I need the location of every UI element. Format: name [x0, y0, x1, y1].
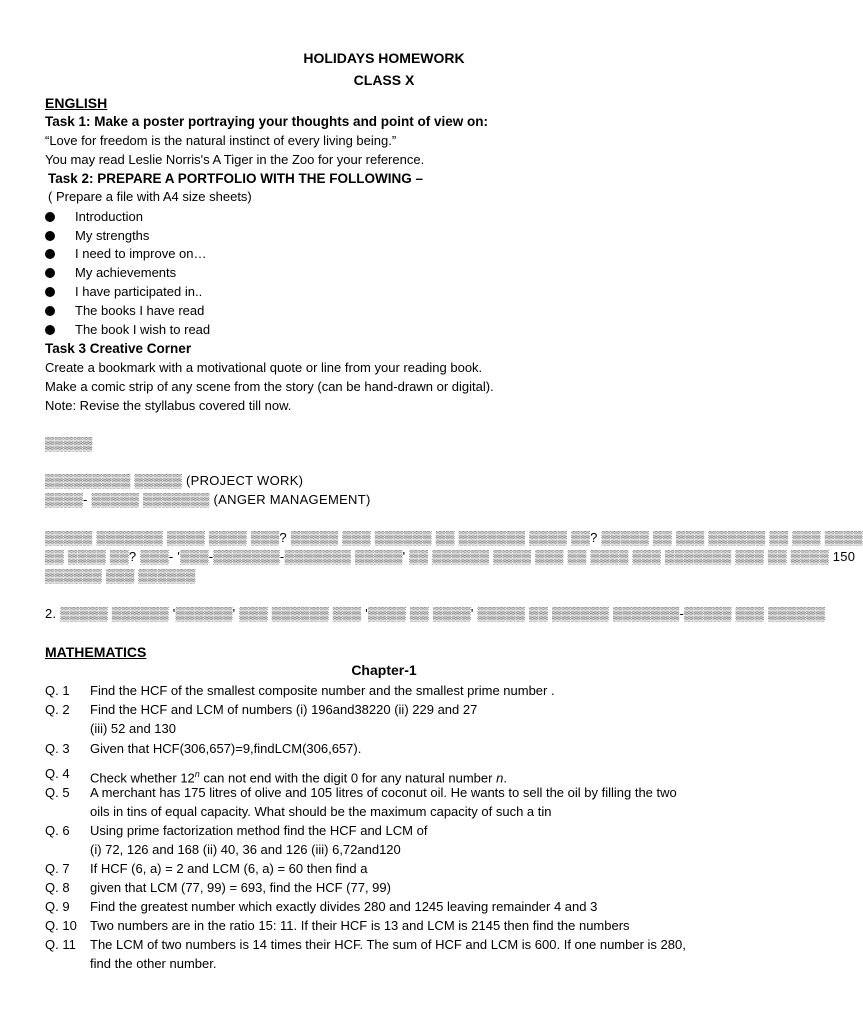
- bullet-icon: [45, 231, 55, 241]
- hindi-project-work: ▒▒▒▒▒▒▒▒▒ ▒▒▒▒▒ (PROJECT WORK): [45, 473, 304, 488]
- maths-heading: MATHEMATICS: [45, 644, 147, 660]
- question-text: Find the HCF of the smallest composite number and the smallest prime number .: [90, 683, 555, 698]
- hindi-paragraph-line: ▒▒ ▒▒▒▒ ▒▒? ▒▒▒- '▒▒▒-▒▒▒▒▒▒▒-▒▒▒▒▒▒▒ ▒▒▒▒▒' ▒▒ ▒▒▒▒▒▒ ▒▒▒▒ ▒▒▒ ▒▒ ▒▒▒▒ ▒▒▒ ▒▒▒▒▒▒▒ ▒▒▒ ▒▒ ▒▒▒▒ 150: [45, 549, 856, 564]
- task1-heading: Task 1: Make a poster portraying your thoughts and point of view on:: [45, 114, 489, 129]
- class-label: CLASS X: [353, 72, 415, 88]
- bullet-icon: [45, 325, 55, 335]
- list-item: My achievements: [75, 265, 177, 280]
- question-number: Q. 3: [45, 741, 70, 756]
- question-number: Q. 7: [45, 861, 70, 876]
- question-text-part: Check whether 12: [90, 770, 195, 786]
- bullet-icon: [45, 306, 55, 316]
- list-item: The books I have read: [75, 303, 205, 318]
- hindi-paragraph-line: ▒▒▒▒▒ ▒▒▒▒▒▒▒ ▒▒▒▒ ▒▒▒▒ ▒▒▒? ▒▒▒▒▒ ▒▒▒ ▒▒▒▒▒▒ ▒▒ ▒▒▒▒▒▒▒ ▒▒▒▒ ▒▒? ▒▒▒▒▒ ▒▒ ▒▒▒ ▒▒▒▒▒▒ ▒▒ ▒▒▒ ▒▒▒▒: [45, 530, 863, 545]
- task1-quote: “Love for freedom is the natural instinct of every living being.”: [45, 133, 397, 148]
- question-text: (i) 72, 126 and 168 (ii) 40, 36 and 126 (iii) 6,72and120: [90, 842, 401, 857]
- english-heading: ENGLISH: [45, 95, 108, 111]
- list-item: The book I wish to read: [75, 322, 211, 337]
- task3-heading: Task 3 Creative Corner: [45, 341, 192, 356]
- question-text: Given that HCF(306,657)=9,findLCM(306,657).: [90, 741, 362, 756]
- task2-heading: Task 2: PREPARE A PORTFOLIO WITH THE FOLLOWING –: [48, 171, 424, 186]
- question-text: Two numbers are in the ratio 15: 11. If their HCF is 13 and LCM is 2145 then find the numbers: [90, 918, 630, 933]
- question-number: Q. 6: [45, 823, 70, 838]
- question-number: Q. 5: [45, 785, 70, 800]
- question-text-part: .: [503, 770, 507, 786]
- question-number: Q. 10: [45, 918, 77, 933]
- chapter-title: Chapter-1: [351, 662, 417, 678]
- question-text: find the other number.: [90, 956, 217, 971]
- bullet-icon: [45, 249, 55, 259]
- question-text: oils in tins of equal capacity. What should be the maximum capacity of such a tin: [90, 804, 552, 819]
- question-number: Q. 4: [45, 766, 70, 781]
- list-item: My strengths: [75, 228, 150, 243]
- task3-line: Create a bookmark with a motivational quote or line from your reading book.: [45, 360, 483, 375]
- bullet-icon: [45, 268, 55, 278]
- hindi-question-2: 2. ▒▒▒▒▒ ▒▒▒▒▒▒ '▒▒▒▒▒▒' ▒▒▒ ▒▒▒▒▒▒ ▒▒▒ '▒▒▒▒ ▒▒ ▒▒▒▒' ▒▒▒▒▒ ▒▒ ▒▒▒▒▒▒ ▒▒▒▒▒▒▒-▒▒▒▒▒ ▒▒▒ ▒▒▒▒▒▒: [45, 606, 826, 621]
- question-text: Using prime factorization method find the HCF and LCM of: [90, 823, 428, 838]
- hindi-paragraph-line: ▒▒▒▒▒▒ ▒▒▒ ▒▒▒▒▒▒: [45, 568, 196, 583]
- task2-note: ( Prepare a file with A4 size sheets): [48, 189, 252, 204]
- task3-line: Make a comic strip of any scene from the story (can be hand-drawn or digital).: [45, 379, 494, 394]
- task1-reference: You may read Leslie Norris's A Tiger in the Zoo for your reference.: [45, 152, 425, 167]
- question-number: Q. 11: [45, 937, 76, 952]
- list-item: I have participated in..: [75, 284, 203, 299]
- question-text: The LCM of two numbers is 14 times their HCF. The sum of HCF and LCM is 600. If one number is 280,: [90, 937, 686, 952]
- question-text: (iii) 52 and 130: [90, 721, 176, 736]
- question-text: Find the HCF and LCM of numbers (i) 196and38220 (ii) 229 and 27: [90, 702, 478, 717]
- question-text: If HCF (6, a) = 2 and LCM (6, a) = 60 then find a: [90, 861, 368, 876]
- question-number: Q. 1: [45, 683, 70, 698]
- variable: n: [496, 770, 504, 786]
- list-item: Introduction: [75, 209, 143, 224]
- question-text: given that LCM (77, 99) = 693, find the HCF (77, 99): [90, 880, 391, 895]
- question-number: Q. 2: [45, 702, 70, 717]
- question-text: Find the greatest number which exactly divides 280 and 1245 leaving remainder 4 and 3: [90, 899, 598, 914]
- hindi-anger-management: ▒▒▒▒- ▒▒▒▒▒ ▒▒▒▒▒▒▒ (ANGER MANAGEMENT): [45, 492, 371, 507]
- question-number: Q. 8: [45, 880, 70, 895]
- hindi-heading: ▒▒▒▒▒: [45, 436, 93, 451]
- task3-note: Note: Revise the styllabus covered till now.: [45, 398, 292, 413]
- question-text-part: can not end with the digit 0 for any natural number: [199, 770, 497, 786]
- document-title: HOLIDAYS HOMEWORK: [303, 50, 465, 66]
- exponent: n: [194, 769, 200, 779]
- bullet-icon: [45, 212, 55, 222]
- question-number: Q. 9: [45, 899, 70, 914]
- bullet-icon: [45, 287, 55, 297]
- question-text: A merchant has 175 litres of olive and 105 litres of coconut oil. He wants to sell the oil by filling the two: [90, 785, 677, 800]
- list-item: I need to improve on…: [75, 246, 207, 261]
